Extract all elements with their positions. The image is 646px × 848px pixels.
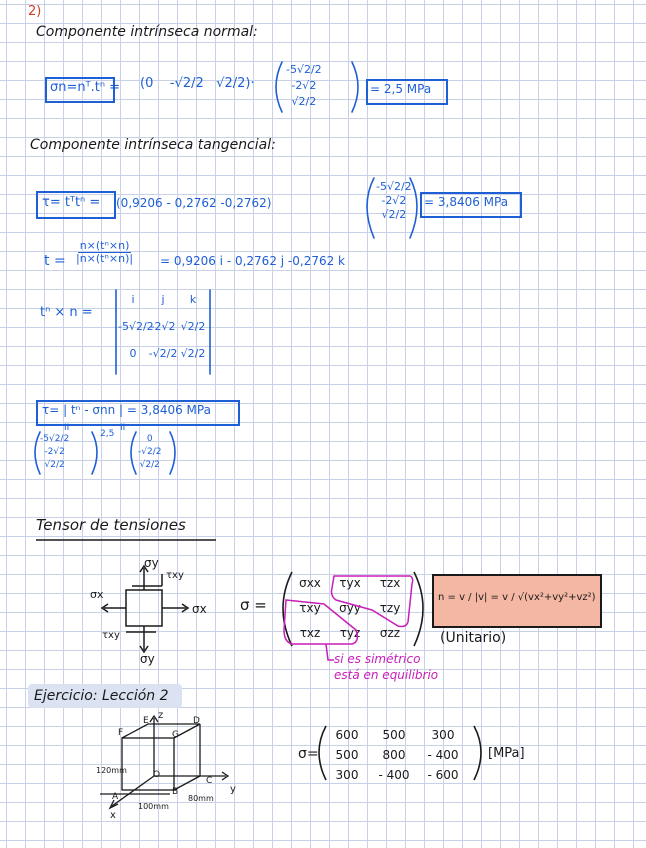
eq-mark-mid: 2,5: [100, 429, 115, 439]
tensor-cell: σxx: [299, 576, 321, 590]
exercise-cell: - 600: [427, 768, 459, 782]
exercise-cell: 600: [335, 728, 359, 742]
symmetric-note-1: si es simétrico: [334, 652, 421, 666]
exercise-cell: 300: [335, 768, 359, 782]
symmetric-note-2: está en equilibrio: [334, 668, 439, 682]
normal-heading: Componente intrínseca normal:: [36, 24, 258, 40]
tensor-sigma-eq: σ =: [240, 596, 267, 614]
cube-label-C: C: [206, 776, 213, 786]
cube-label-height: 120mm: [96, 766, 127, 775]
cube-label-G: G: [172, 730, 179, 740]
cube-label-D: D: [193, 716, 200, 726]
tau-row-vector: (0,9206 - 0,2762 -0,2762): [116, 196, 272, 210]
cube-label-depth: 80mm: [188, 794, 214, 803]
label-sy-bottom: σy: [140, 652, 155, 666]
tensor-cell: τxz: [299, 626, 321, 640]
row-elem: √2/2: [216, 76, 246, 91]
cube-label-x: x: [110, 810, 116, 821]
normal-col-vector: -5√2/2 -2√2 √2/2: [286, 63, 322, 108]
matrix-cell: -5√2/2: [118, 320, 154, 333]
t-vector-fraction: $\frac{\text{n×(tⁿ×n)}}{\text{|n×(tⁿ×n)|}}$: [76, 239, 134, 265]
paren-right: [474, 726, 481, 780]
matrix-cell: k: [189, 293, 197, 306]
vec-a: -5√2/2 -2√2 √2/2: [40, 434, 70, 470]
matrix-cell: -2√2: [150, 320, 176, 333]
unit-note: (Unitario): [440, 630, 507, 646]
exercise-cell: 500: [382, 728, 406, 742]
cube-diagram: [100, 716, 228, 808]
upper-triangle-loop: [332, 576, 413, 627]
exercise-heading: Ejercicio: Lección 2: [34, 688, 169, 704]
cube-label-B: B: [172, 787, 179, 797]
tensor-cell: σzz: [379, 626, 401, 640]
cube-label-y: y: [230, 784, 236, 795]
row-elem: -√2/2: [169, 76, 204, 91]
matrix-cell: √2/2: [180, 347, 206, 360]
tensor-cell: τxy: [299, 601, 321, 615]
exercise-unit: [MPa]: [488, 746, 525, 761]
matrix-cell: i: [131, 293, 135, 306]
tensor-cell: σyy: [339, 601, 361, 615]
paren-left: [367, 178, 374, 238]
cube-label-A: A: [112, 792, 119, 802]
matrix-cell: √2/2: [180, 320, 206, 333]
exercise-cell: - 400: [378, 768, 410, 782]
label-sx-left: σx: [90, 588, 104, 601]
cube-label-z: z: [158, 710, 164, 721]
unit-vector-formula: n = v / |v| = v / √(vx²+vy²+vz²): [438, 592, 596, 603]
t-vector-lhs: t =: [44, 253, 66, 269]
cube-label-width: 100mm: [138, 802, 169, 811]
exercise-cell: 300: [431, 728, 455, 742]
normal-row-vector: (0 -√2/2 √2/2)·: [140, 76, 255, 91]
tau-col-vector: -5√2/2 -2√2 √2/2: [376, 180, 412, 221]
cube-label-F: F: [118, 728, 124, 738]
exercise-cell: 800: [382, 748, 406, 762]
paren-right: [352, 62, 358, 112]
label-sy-top: σy: [144, 556, 159, 570]
eq-mark-right: II: [120, 423, 126, 433]
stress-element-diagram: [102, 566, 188, 652]
cross-lhs: tⁿ × n =: [40, 305, 93, 320]
paren-right: [414, 572, 423, 646]
tensor-heading: Tensor de tensiones: [36, 516, 186, 534]
exercise-sigma-eq: σ=: [298, 746, 319, 762]
tau-result: = 3,8406 MPa: [424, 195, 509, 209]
matrix-cell: 0: [129, 347, 137, 360]
exercise-cell: 500: [335, 748, 359, 762]
normal-result: = 2,5 MPa: [370, 82, 432, 96]
t-vector-result: = 0,9206 i - 0,2762 j -0,2762 k: [160, 254, 345, 268]
row-elem: 0: [145, 76, 154, 91]
exercise-cell: - 400: [427, 748, 459, 762]
tensor-cell: τyx: [339, 576, 361, 590]
tensor-cell: τzx: [379, 576, 401, 590]
tau-lhs: τ= tᵀtⁿ =: [42, 195, 101, 210]
vec-b: 0 -√2/2 √2/2: [138, 434, 162, 470]
tau-abs-formula: τ= | tⁿ - σnn | = 3,8406 MPa: [42, 403, 211, 417]
label-sx-right: σx: [192, 602, 207, 616]
tangential-heading: Componente intrínseca tangencial:: [30, 137, 276, 153]
matrix-cell: j: [161, 293, 165, 306]
matrix-cell: -√2/2: [148, 347, 178, 360]
cube-label-O: O: [153, 770, 161, 780]
tensor-cell: τzy: [379, 601, 401, 615]
lower-triangle-loop: [284, 600, 357, 644]
paren-left: [319, 726, 326, 780]
paren-left: [276, 62, 282, 112]
label-txy-bottom: τxy: [102, 630, 120, 641]
tensor-cell: τyz: [339, 626, 361, 640]
eq-mark-left: II: [64, 423, 70, 433]
label-txy-top: τxy: [166, 570, 184, 581]
paren-right: [410, 178, 417, 238]
normal-lhs: σn=nᵀ.tⁿ =: [50, 80, 121, 95]
cube-label-E: E: [143, 716, 149, 726]
problem-number: 2): [28, 4, 42, 19]
